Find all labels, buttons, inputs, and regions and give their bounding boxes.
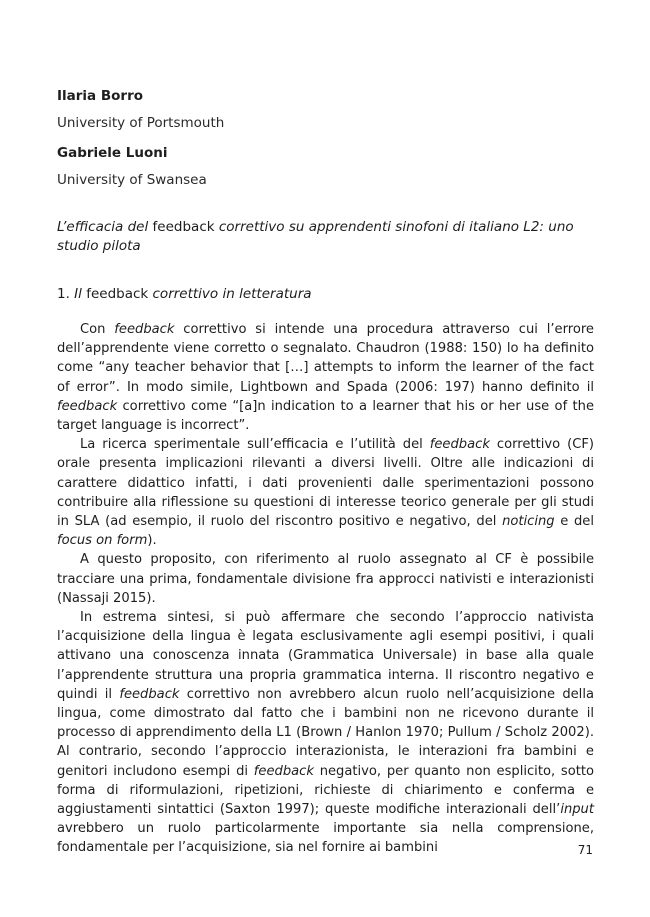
- section-number: 1.: [57, 286, 75, 302]
- title-part: L’efficacia del: [57, 219, 153, 235]
- author-name: Gabriele Luoni: [57, 145, 168, 161]
- italic-term: input: [560, 802, 594, 818]
- italic-term: feedback: [114, 322, 175, 337]
- author-name: Ilaria Borro: [57, 88, 144, 104]
- text-run: correttivo non avrebbero alcun ruolo nell’acquisizione della lingua, come dimostrato dal fatto che i bambini non ne ricevono durante il processo di apprendimento della L1 (Brown / Hanlon 1970; Pullum / Scholz 2002). Al contrario, secondo l’approccio interazionista, le interazioni fra bambini e genitori includono esempi di: [57, 686, 594, 779]
- title-part: correttivo su apprendenti sinofoni di italiano L2: uno studio pilota: [57, 219, 574, 254]
- author-block: [57, 145, 594, 189]
- section-heading: [57, 286, 594, 303]
- text-run: correttivo si intende una procedura attraverso cui l’errore dell’apprendente viene corretto o segnalato. Chaudron (1988: 150) lo ha definito come “any teacher behavior that […] attempts to inform the learner of the fact of error”. In modo simile, Lightbown and Spada (2006: 197) hanno definito il: [57, 322, 594, 395]
- text-run: ).: [147, 533, 157, 549]
- paragraph: [57, 550, 594, 608]
- title-part: feedback: [152, 219, 215, 235]
- text-run: Con: [80, 322, 115, 337]
- paragraph: [57, 435, 594, 550]
- author-block: [57, 88, 594, 132]
- text-run: e del: [554, 514, 594, 530]
- text-run: La ricerca sperimentale sull’efficacia e l’utilità del: [80, 437, 430, 453]
- article-title: [57, 218, 594, 256]
- author-affiliation: University of Portsmouth: [57, 115, 225, 131]
- page-content: [57, 88, 594, 858]
- text-run: correttivo (CF) orale presenta implicazioni rilevanti a diversi livelli. Oltre alle indicazioni di carattere didattico infatti, i dati provenienti dalle sperimentazioni possono contribuire alla riflessione su questioni di interesse teorico generale per gli studi in SLA (ad esempio, il ruolo del riscontro positivo e negativo, del: [57, 437, 594, 530]
- paragraph: [57, 608, 594, 858]
- italic-term: feedback: [429, 437, 490, 453]
- italic-term: feedback: [119, 686, 180, 702]
- text-run: negativo, per quanto non esplicito, sotto forma di riformulazioni, ripetizioni, richieste di chiarimento e conferma e aggiustamenti sintattici (Saxton 1997); queste modifiche interazionali dell’: [57, 763, 594, 818]
- text-run: In estrema sintesi, si può affermare che secondo l’approccio nativista l’acquisizione della lingua è legata esclusivamente agli esempi positivi, i quali attivano una conoscenza innata (Grammatica Universale) in base alla quale l’apprendente struttura una propria grammatica interna. Il riscontro negativo e quindi il: [57, 610, 594, 702]
- text-run: correttivo come “[a]n indication to a learner that his or her use of the target language is incorrect”.: [57, 398, 594, 434]
- body-text: [57, 320, 594, 858]
- heading-part: Il: [74, 286, 87, 302]
- author-affiliation: University of Swansea: [57, 172, 207, 188]
- text-run: avrebbero un ruolo particolarmente importante sia nella comprensione, fondamentale per l’acquisizione, sia nel fornire ai bambini: [57, 821, 594, 856]
- italic-term: feedback: [253, 763, 314, 779]
- text-run: A questo proposito, con riferimento al ruolo assegnato al CF è possibile tracciare una prima, fondamentale divisione fra approcci nativisti e interazionisti (Nassaji 2015).: [57, 552, 594, 606]
- heading-part: feedback: [86, 286, 149, 302]
- italic-term: noticing: [502, 514, 555, 530]
- page-number: 71: [577, 843, 593, 857]
- heading-part: correttivo in letteratura: [148, 286, 312, 302]
- italic-term: focus on form: [57, 533, 148, 549]
- paragraph: [57, 320, 594, 435]
- italic-term: feedback: [57, 398, 118, 414]
